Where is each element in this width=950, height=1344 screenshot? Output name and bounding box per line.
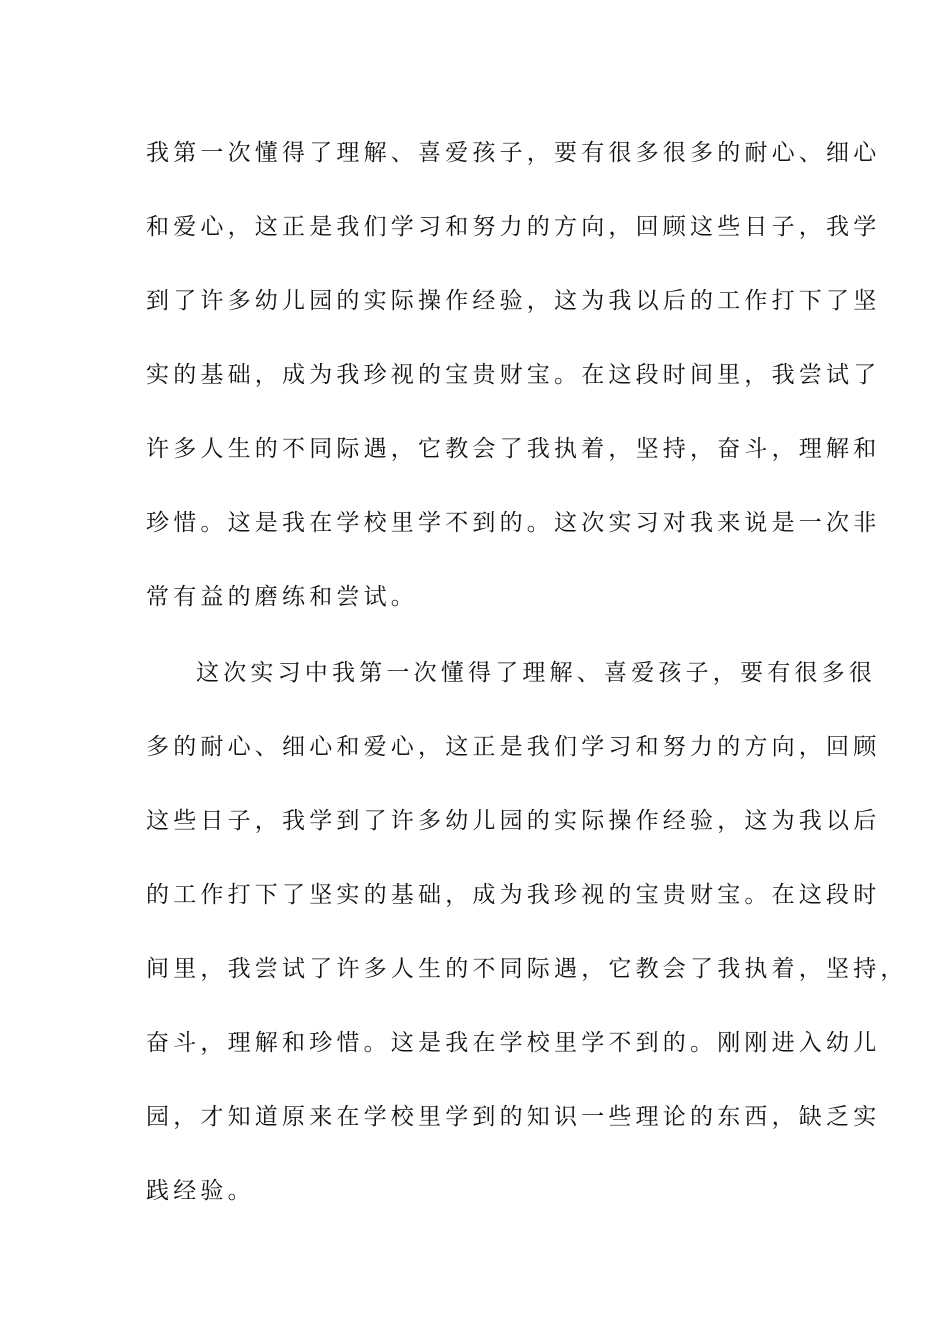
paragraph-2-line-1: 这次实习中我第一次懂得了理解、喜爱孩子，要有很多很 [196,660,876,686]
paragraph-1-line-6: 珍惜。这是我在学校里学不到的。这次实习对我来说是一次非 [146,510,881,536]
paragraph-2-line-6: 奋斗，理解和珍惜。这是我在学校里学不到的。刚刚进入幼儿 [146,1030,881,1056]
paragraph-1-line-4: 实的基础，成为我珍视的宝贵财宝。在这段时间里，我尝试了 [146,362,881,388]
paragraph-2-line-7: 园，才知道原来在学校里学到的知识一些理论的东西，缺乏实 [146,1104,881,1130]
paragraph-1-line-7: 常有益的磨练和尝试。 [146,584,418,610]
paragraph-1-line-3: 到了许多幼儿园的实际操作经验，这为我以后的工作打下了坚 [146,288,881,314]
paragraph-2-line-8: 践经验。 [146,1178,255,1204]
paragraph-2-line-3: 这些日子，我学到了许多幼儿园的实际操作经验，这为我以后 [146,808,881,834]
paragraph-2-line-2: 多的耐心、细心和爱心，这正是我们学习和努力的方向，回顾 [146,734,881,760]
paragraph-2-line-4: 的工作打下了坚实的基础，成为我珍视的宝贵财宝。在这段时 [146,882,881,908]
paragraph-1-line-5: 许多人生的不同际遇，它教会了我执着，坚持，奋斗，理解和 [146,436,881,462]
paragraph-1-line-1: 我第一次懂得了理解、喜爱孩子，要有很多很多的耐心、细心 [146,140,881,166]
paragraph-2-line-5: 间里，我尝试了许多人生的不同际遇，它教会了我执着，坚持， [146,956,908,982]
paragraph-1-line-2: 和爱心，这正是我们学习和努力的方向，回顾这些日子，我学 [146,214,881,240]
